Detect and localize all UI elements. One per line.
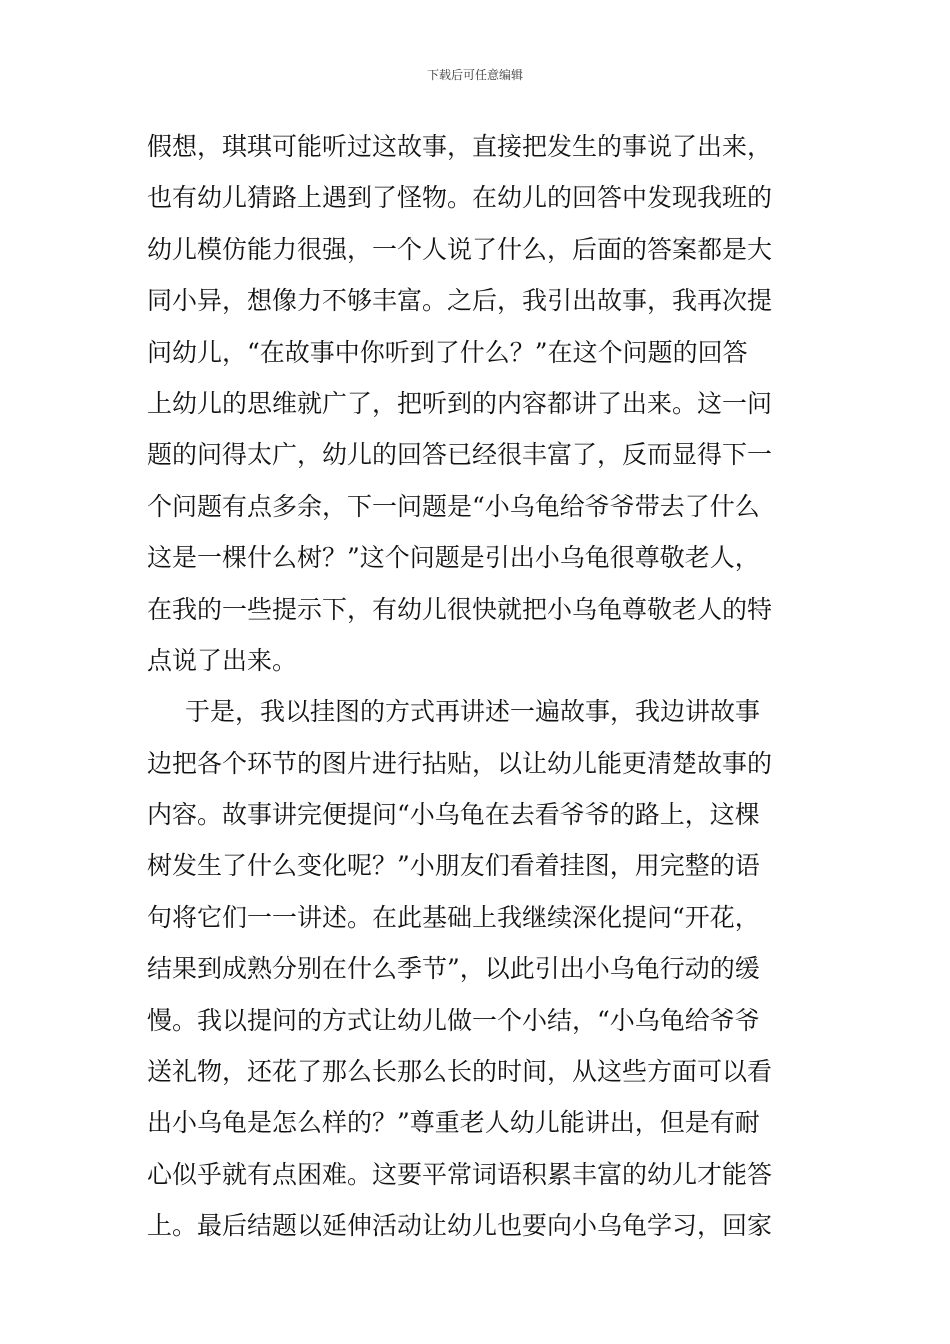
- text-line: 上。最后结题以延伸活动让幼儿也要向小乌龟学习，回家: [147, 1211, 773, 1241]
- text-line: 送礼物，还花了那么长那么长的时间，从这些方面可以看: [147, 1057, 773, 1087]
- text-line: 心似乎就有点困难。这要平常词语积累丰富的幼儿才能答: [147, 1159, 773, 1189]
- text-line: 也有幼儿猜路上遇到了怪物。在幼儿的回答中发现我班的: [147, 183, 773, 213]
- text-line: 题的问得太广，幼儿的回答已经很丰富了，反而显得下一: [147, 440, 773, 470]
- text-line: 这是一棵什么树？”这个问题是引出小乌龟很尊敬老人，: [147, 543, 760, 573]
- text-line: 同小异，想像力不够丰富。之后，我引出故事，我再次提: [147, 286, 773, 316]
- text-line: 树发生了什么变化呢？”小朋友们看着挂图，用完整的语: [147, 851, 760, 881]
- page-header: 下载后可任意编辑: [426, 68, 523, 82]
- text-line: 内容。故事讲完便提问“小乌龟在去看爷爷的路上，这棵: [147, 800, 760, 830]
- text-line: 慢。我以提问的方式让幼儿做一个小结，“小乌龟给爷爷: [147, 1005, 760, 1035]
- text-line: 个问题有点多余，下一问题是“小乌龟给爷爷带去了什么: [147, 491, 760, 521]
- text-line: 上幼儿的思维就广了，把听到的内容都讲了出来。这一问: [147, 388, 773, 418]
- text-line: 句将它们一一讲述。在此基础上我继续深化提问“开花，: [147, 902, 760, 932]
- text-line: 假想，琪琪可能听过这故事，直接把发生的事说了出来，: [147, 132, 773, 161]
- text-line: 出小乌龟是怎么样的？”尊重老人幼儿能讲出，但是有耐: [147, 1108, 760, 1138]
- paragraph-start-line: 于是，我以挂图的方式再讲述一遍故事，我边讲故事: [185, 697, 761, 727]
- text-line: 问幼儿，“在故事中你听到了什么？”在这个问题的回答: [147, 337, 748, 367]
- body-text: [147, 121, 807, 1252]
- text-line: 点说了出来。: [147, 645, 298, 675]
- text-line: 结果到成熟分别在什么季节”，以此引出小乌龟行动的缓: [147, 954, 760, 984]
- text-line: 在我的一些提示下，有幼儿很快就把小乌龟尊敬老人的特: [147, 594, 773, 624]
- text-line: 幼儿模仿能力很强，一个人说了什么，后面的答案都是大: [147, 234, 773, 264]
- text-line: 边把各个环节的图片进行拈贴，以让幼儿能更清楚故事的: [147, 748, 773, 778]
